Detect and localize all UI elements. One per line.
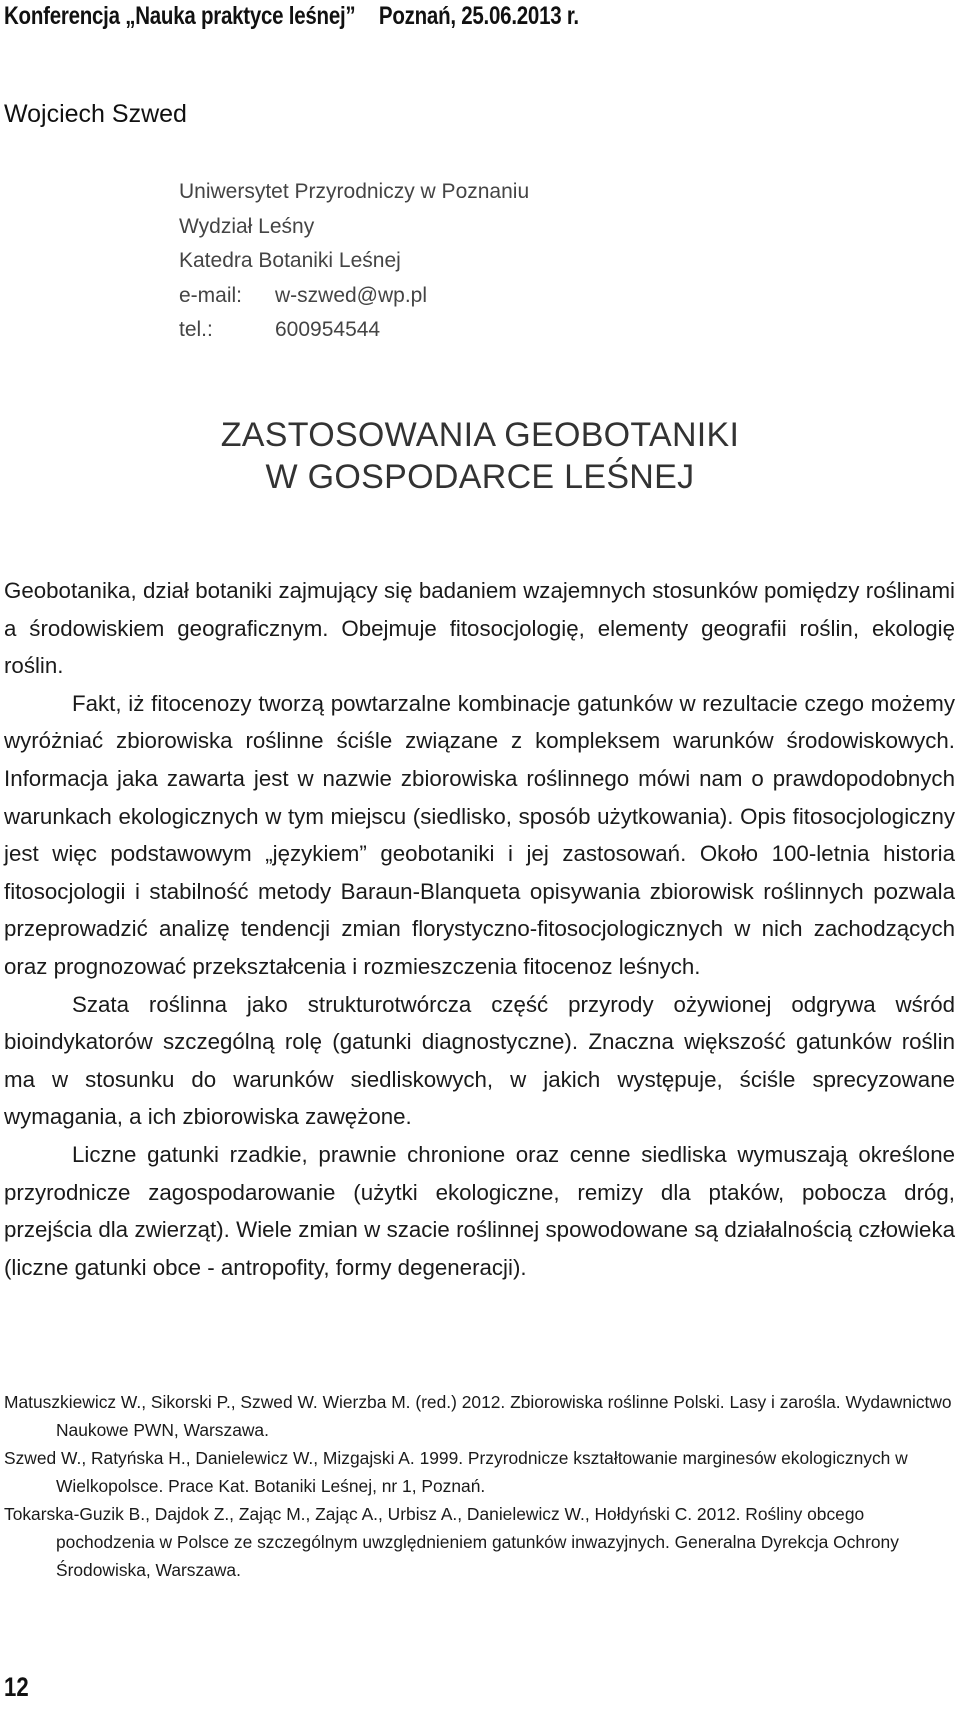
affiliation-faculty: Wydział Leśny	[179, 214, 315, 238]
phone-label: tel.:	[179, 318, 213, 341]
paragraph-4: Liczne gatunki rzadkie, prawnie chronione oraz cenne siedliska wymuszają określone przyrodnicze zagospodarowanie (użytki ekologiczne, remizy dla ptaków, pobocza dróg, przejścia dla zwierząt). Wiele zmian w szacie roślinnej spowodowane są działalnością człowieka (liczne gatunki obce - antropofity, formy degeneracji).	[4, 1141, 955, 1280]
email-label: e-mail:	[179, 283, 243, 307]
reference-item: Tokarska-Guzik B., Dajdok Z., Zając M., Zając A., Urbisz A., Danielewicz W., Hołdyński C. 2012. Rośliny obcego pochodzenia w Polsce ze szczególnym uwzględnieniem gatunków inwazyjnych. Generalna Dyrekcja Ochrony Środowiska, Warszawa.	[4, 1504, 899, 1580]
page-number: 12	[4, 1672, 29, 1702]
affiliation-phone-row	[179, 313, 529, 348]
conference-location-date: Poznań, 25.06.2013 r.	[378, 2, 579, 30]
phone-number: 600954544	[275, 318, 381, 341]
paper-title-line-2: W GOSPODARCE LEŚNEJ	[265, 458, 695, 496]
abstract-body	[4, 572, 955, 1286]
author-name: Wojciech Szwed	[4, 100, 187, 128]
running-head	[4, 2, 579, 31]
paper-title-line-1: ZASTOSOWANIA GEOBOTANIKI	[220, 416, 740, 454]
affiliation-university: Uniwersytet Przyrodniczy w Poznaniu	[179, 180, 530, 203]
affiliation-email-row	[179, 279, 529, 314]
conference-name: Konferencja „Nauka praktyce leśnej”	[4, 2, 356, 30]
reference-item: Szwed W., Ratyńska H., Danielewicz W., Mizgajski A. 1999. Przyrodnicze kształtowanie marginesów ekologicznych w Wielkopolsce. Prace Kat. Botaniki Leśnej, nr 1, Poznań.	[4, 1448, 908, 1496]
paragraph-1: Geobotanika, dział botaniki zajmujący się badaniem wzajemnych stosunków pomiędzy roślinami a środowiskiem geograficznym. Obejmuje fitosocjologię, elementy geografii roślin, ekologię roślin.	[4, 578, 955, 679]
affiliation-block	[179, 175, 529, 348]
paper-title	[0, 414, 960, 498]
affiliation-department: Katedra Botaniki Leśnej	[179, 249, 401, 272]
references-list	[4, 1388, 955, 1584]
reference-item: Matuszkiewicz W., Sikorski P., Szwed W. Wierzba M. (red.) 2012. Zbiorowiska roślinne Polski. Lasy i zarośla. Wydawnictwo Naukowe PWN, Warszawa.	[4, 1392, 952, 1440]
email-address: w-szwed@wp.pl	[275, 283, 428, 307]
paragraph-3: Szata roślinna jako strukturotwórcza część przyrody ożywionej odgrywa wśród bioindykatorów szczególną rolę (gatunki diagnostyczne). Znaczna większość gatunków roślin ma w stosunku do warunków siedliskowych, w jakich występuje, ściśle sprecyzowane wymagania, a ich zbiorowiska zawężone.	[4, 991, 955, 1130]
paragraph-2: Fakt, iż fitocenozy tworzą powtarzalne kombinacje gatunków w rezultacie czego możemy wyróżniać zbiorowiska roślinne ściśle związane z kompleksem warunków środowiskowych. Informacja jaka zawarta jest w nazwie zbiorowiska roślinnego mówi nam o prawdopodobnych warunkach ekologicznych w tym miejscu (siedlisko, sposób użytkowania). Opis fitosocjologiczny jest więc podstawowym „językiem” geobotaniki i jej zastosowań. Około 100-letnia historia fitosocjologii i stabilność metody Baraun-Blanqueta opisywania zbiorowisk roślinnych pozwala przeprowadzić analizę tendencji zmian florystyczno-fitosocjologicznych w nich zachodzących oraz prognozować przekształcenia i rozmieszczenia fitocenoz leśnych.	[4, 690, 955, 979]
